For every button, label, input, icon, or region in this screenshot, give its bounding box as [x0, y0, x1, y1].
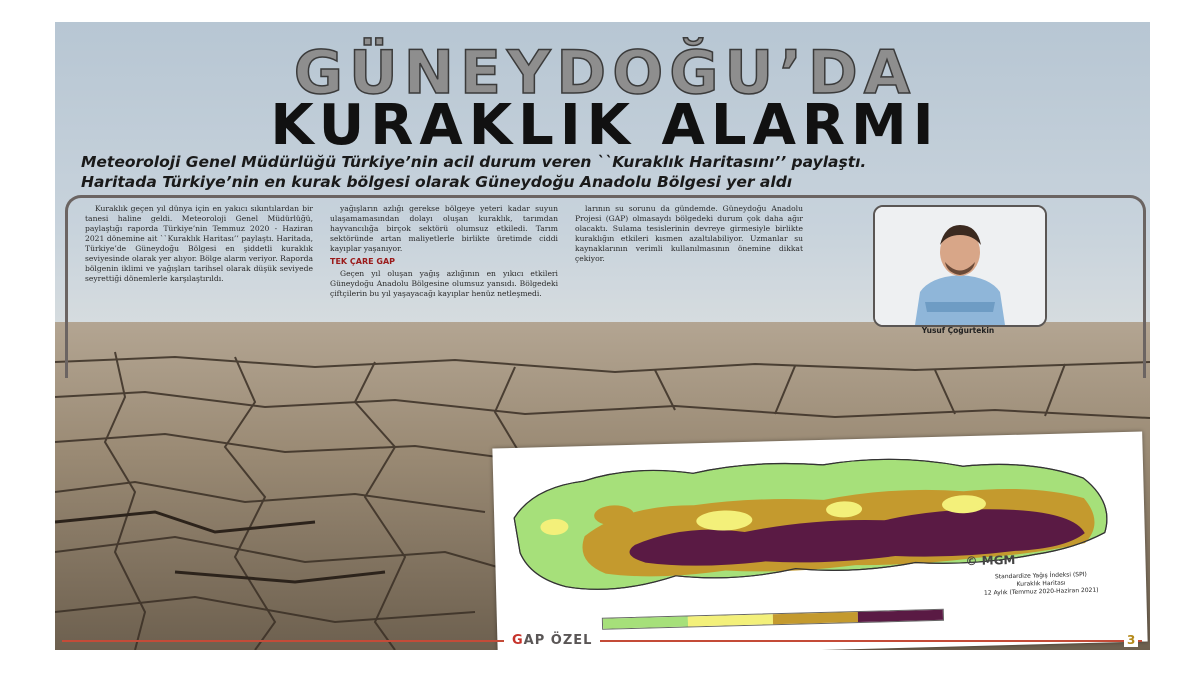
- subtitle-line-1: Meteoroloji Genel Müdürlüğü Türkiye’nin acil durum veren ``Kuraklık Haritasını’’ paylaştı.: [81, 153, 867, 171]
- legend-swatch: [773, 612, 858, 624]
- article-column-2: [330, 204, 558, 302]
- author-name: Yusuf Çoğurtekin: [921, 326, 995, 335]
- map-legend-caption: [946, 570, 1137, 599]
- article-paragraph: Geçen yıl oluşan yağış azlığının en yıkıcı etkileri Güneydoğu Anadolu Bölgesine olumsuz yansıdı. Bölgedeki çiftçilerin bu yıl yaşayacağı kayıplar henüz netleşmedi.: [330, 269, 558, 298]
- legend-swatch: [858, 610, 943, 622]
- article-column-1: [85, 204, 313, 287]
- footer-brand-rest: AP ÖZEL: [523, 633, 593, 648]
- mgm-logo-text: MGM: [981, 552, 1016, 568]
- legend-swatch: [603, 616, 688, 628]
- author-portrait-image: [875, 207, 1045, 325]
- article-columns: [85, 204, 975, 344]
- legend-caption-line: Kuraklık Haritası: [1016, 579, 1066, 588]
- headline-line-1: GÜNEYDOĞU’DA: [293, 38, 917, 108]
- subtitle: [81, 152, 1141, 192]
- article-paragraph: yağışların azlığı gerekse bölgeye yeteri kadar suyun ulaşamamasından dolayı oluşan kuraklık, tarımdan hayvancılığa birçok sektörü olumsuz etkiledi. Tarım sektöründe artan maliyetlerle birlikte üretimde ciddi kayıplar yaşanıyor.: [330, 204, 558, 253]
- magazine-page: [55, 22, 1150, 650]
- footer-rule: [62, 640, 1142, 642]
- drought-map-card: [492, 432, 1147, 650]
- footer-brand: [504, 633, 600, 648]
- legend-swatch: [688, 614, 773, 626]
- legend-caption-line: 12 Aylık (Temmuz 2020-Haziran 2021): [983, 586, 1099, 597]
- section-heading: TEK ÇARE GAP: [330, 257, 395, 266]
- article-column-3: [575, 204, 803, 267]
- legend-caption-line: Standardize Yağış İndeksi (SPI): [994, 571, 1087, 581]
- article-paragraph: Kuraklık geçen yıl dünya için en yakıcı sıkıntılardan bir tanesi haline geldi. Meteoroloji Genel Müdürlüğü, paylaştığı raporda Türkiye’nin Temmuz 2020 - Haziran 2021 dönemine ait ``Kuraklık Haritası’’ paylaştı. Haritada, Türkiye’de Güneydoğu Bölgesi en şiddetli kuraklık seviyesinde olarak yer alıyor. Bölge alarm veriyor. Raporda bölgenin iklimi ve yağışları tarihsel olarak düşük seviyede seyrettiği dönemlerle karşılaştırıldı.: [85, 204, 313, 283]
- author-photo: [873, 205, 1047, 327]
- headline-line-2: KURAKLIK ALARMI: [270, 93, 940, 158]
- mgm-logo: © MGM: [965, 552, 1016, 569]
- page-number: 3: [1124, 633, 1138, 647]
- article-paragraph: larının su sorunu da gündemde. Güneydoğu Anadolu Projesi (GAP) olmasaydı bölgedeki durum çok daha ağır olacaktı. Sulama tesislerinin devreye girmesiyle birlikte kuraklığın etkileri kısmen azaltılabiliyor. Uzmanlar su kaynaklarının verimli kullanılmasının önemine dikkat çekiyor.: [575, 204, 803, 263]
- subtitle-line-2: Haritada Türkiye’nin en kurak bölgesi olarak Güneydoğu Anadolu Bölgesi yer aldı: [81, 173, 793, 191]
- footer-brand-g: G: [512, 633, 524, 648]
